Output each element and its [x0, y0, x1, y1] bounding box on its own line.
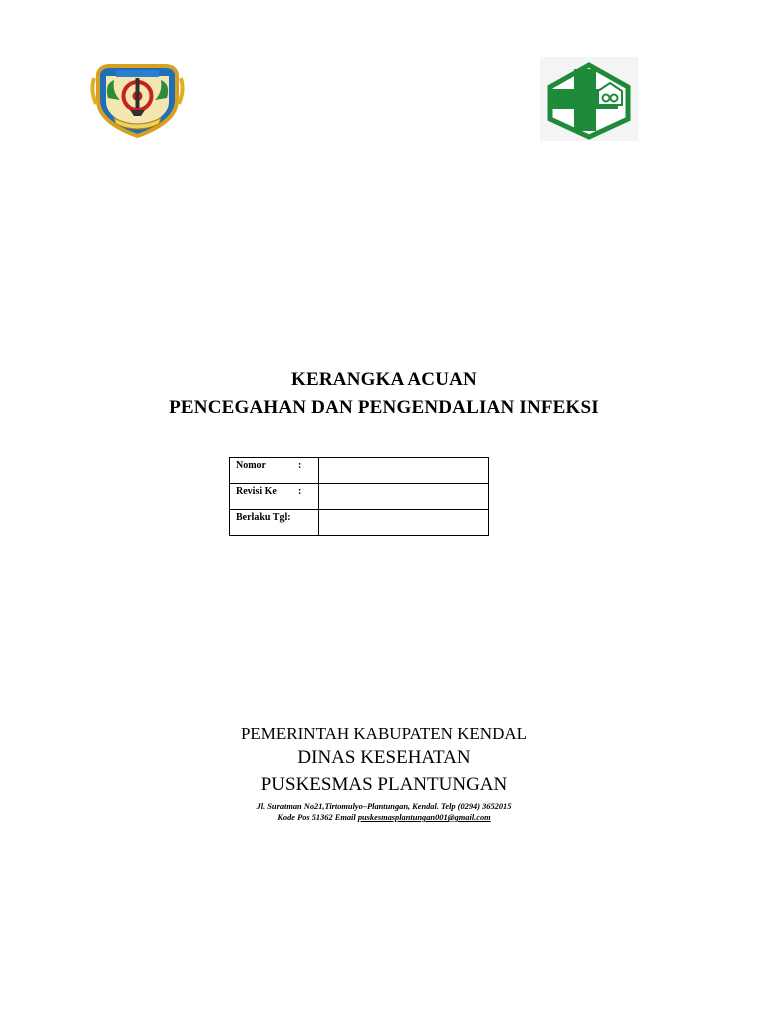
puskesmas-name: PUSKESMAS PLANTUNGAN — [260, 774, 508, 795]
email-link[interactable]: puskesmasplantungan001@gmail.com — [357, 813, 491, 822]
address-line: Jl. Suratman No21,Tirtomulyo–Plantungan, Kendal. Telp (0294) 3652015 — [256, 802, 512, 811]
revisi-colon: : — [298, 486, 302, 497]
title-line-2: PENCEGAHAN DAN PENGENDALIAN INFEKSI — [169, 397, 599, 418]
berlaku-label: Berlaku Tgl — [236, 512, 288, 523]
nomor-colon: : — [298, 460, 302, 471]
nomor-value-cell — [319, 458, 489, 484]
table-row — [230, 510, 489, 536]
postal-email-line — [0, 812, 768, 824]
berlaku-label-cell — [230, 510, 319, 536]
title-line-1: KERANGKA ACUAN — [291, 369, 477, 390]
kendal-regency-emblem-icon — [90, 60, 185, 140]
department-name: DINAS KESEHATAN — [297, 747, 471, 768]
puskesmas-green-cross-icon — [540, 57, 638, 141]
puskesmas-logo — [540, 57, 638, 141]
document-info-table — [229, 457, 489, 536]
revisi-label: Revisi Ke — [236, 486, 277, 497]
postal-code-text: Kode Pos 51362 Email — [277, 813, 356, 822]
kendal-emblem-logo — [90, 60, 185, 140]
revisi-label-cell — [230, 484, 319, 510]
nomor-label: Nomor — [236, 460, 266, 471]
berlaku-value-cell — [319, 510, 489, 536]
government-name: PEMERINTAH KABUPATEN KENDAL — [240, 724, 528, 743]
berlaku-colon: : — [287, 512, 291, 523]
document-title — [0, 366, 768, 422]
nomor-label-cell — [230, 458, 319, 484]
table-row — [230, 484, 489, 510]
revisi-value-cell — [319, 484, 489, 510]
table-row — [230, 458, 489, 484]
